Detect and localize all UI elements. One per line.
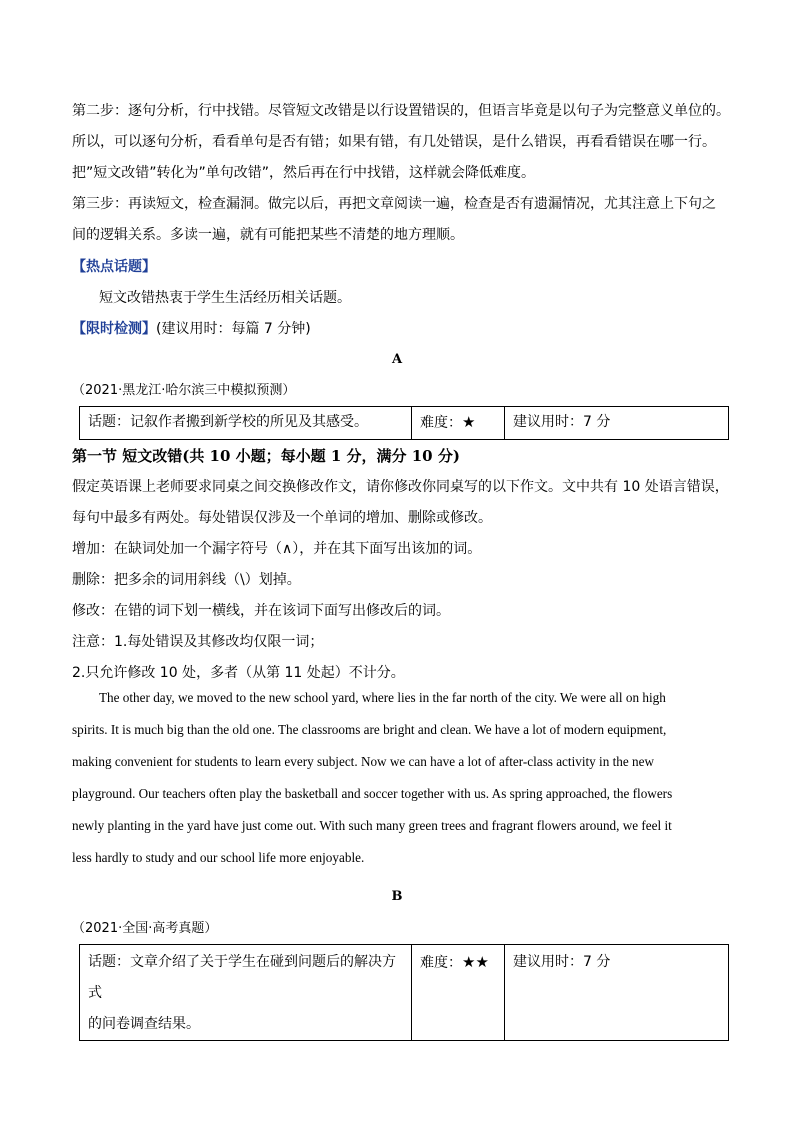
instruction-2: 每句中最多有两处。每处错误仅涉及一个单词的增加、删除或修改。 [72,510,492,526]
section-a-time: 建议用时：7 分 [505,407,729,440]
instruction-1: 假定英语课上老师要求同桌之间交换修改作文，请你修改你同桌写的以下作文。文中共有 10 处语言错误， [72,479,729,495]
instruction-5: 修改：在错的词下划一横线，并在该词下面写出修改后的词。 [72,603,450,619]
star-icon: ★ [462,413,476,431]
star-icon: ★★ [462,953,489,971]
instruction-7: 2.只允许修改 10 处，多者（从第 11 处起）不计分。 [72,665,405,681]
difficulty-label: 难度： [420,955,462,971]
section-b-difficulty [412,945,505,1041]
instruction-6: 注意：1.每处错误及其修改均仅限一词； [72,634,324,650]
hot-topic-tag: 【热点话题】 [72,259,156,275]
step2-line1: 第二步：逐句分析，行中找错。尽管短文改错是以行设置错误的，但语言毕竟是以句子为完整意义单位的。 [72,103,730,119]
section-heading: 第一节 短文改错(共 10 小题；每小题 1 分，满分 10 分) [72,447,460,465]
section-a-letter: A [391,352,403,367]
section-a-info-table [79,406,729,440]
step3-line2: 间的逻辑关系。多读一遍，就有可能把某些不清楚的地方理顺。 [72,227,464,243]
section-b-time: 建议用时：7 分 [505,945,729,1041]
timed-test-text: (建议用时：每篇 7 分钟) [156,321,311,337]
step3-line1: 第三步：再读短文，检查漏洞。做完以后，再把文章阅读一遍，检查是否有遗漏情况，尤其注意上下句之 [72,196,716,212]
hot-topic-text: 短文改错热衷于学生生活经历相关话题。 [99,290,351,306]
difficulty-label: 难度： [420,415,462,431]
timed-test-line [72,320,311,338]
passage-line: spirits. It is much big than the old one. The classrooms are bright and clean. We have a lot of modern equipment, [72,722,667,737]
timed-test-tag: 【限时检测】 [72,321,156,337]
passage-line: making convenient for students to learn every subject. Now we can have a lot of after-class activity in the new [72,754,654,769]
passage-line: playground. Our teachers often play the basketball and soccer together with us. As spring approached, the flowers [72,786,673,801]
step2-line2: 所以，可以逐句分析，看看单句是否有错；如果有错，有几处错误，是什么错误，再看看错误在哪一行。 [72,134,716,150]
passage-line: newly planting in the yard have just come out. With such many green trees and fragrant flowers around, we feel it [72,818,672,833]
section-b-topic-line2: 的问卷调查结果。 [88,1016,200,1032]
passage-line: The other day, we moved to the new school yard, where lies in the far north of the city. We were all on high [99,690,666,705]
instruction-3: 增加：在缺词处加一个漏字符号（∧），并在其下面写出该加的词。 [72,541,482,557]
section-b-letter: B [391,889,403,904]
section-a-topic: 话题：记叙作者搬到新学校的所见及其感受。 [80,407,412,440]
section-b-topic-line1: 话题：文章介绍了关于学生在碰到问题后的解决方式 [88,954,396,1001]
section-b-info-table [79,944,729,1041]
passage-line: less hardly to study and our school life more enjoyable. [72,850,365,865]
section-b-source: （2021·全国·高考真题） [72,921,218,936]
section-a-difficulty [412,407,505,440]
section-a-source: （2021·黑龙江·哈尔滨三中模拟预测） [72,383,296,398]
instruction-4: 删除：把多余的词用斜线（\）划掉。 [72,572,301,588]
step2-line3: 把”短文改错”转化为”单句改错”，然后再在行中找错，这样就会降低难度。 [72,165,536,181]
section-b-topic [80,945,412,1041]
